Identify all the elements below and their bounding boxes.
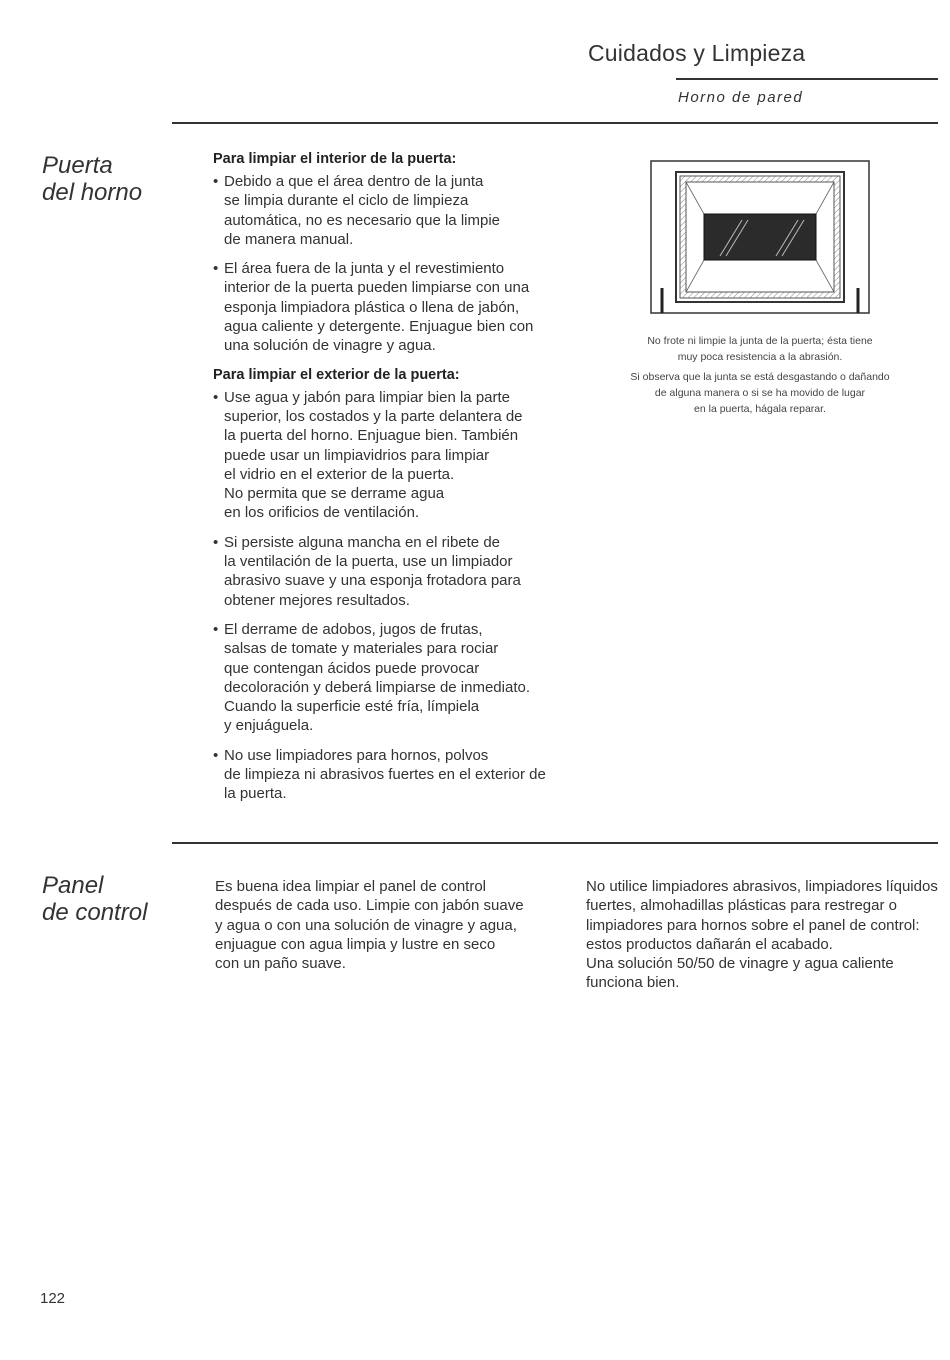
exterior-bullet: • No use limpiadores para hornos, polvos de limpieza ni abrasivos fuertes en el exterior de la puerta. <box>213 746 573 804</box>
section-divider-door <box>172 122 938 124</box>
exterior-bullet: • Use agua y jabón para limpiar bien la parte superior, los costados y la parte delantera de la puerta del horno. Enjuague bien. También puede usar un limpiavidrios para limpiar el vidrio en el exterior de la puerta. No permita que se derrame agua en los orificios de ventilación. <box>213 388 573 523</box>
interior-heading: Para limpiar el interior de la puerta: <box>213 151 457 167</box>
page-number: 122 <box>40 1290 66 1307</box>
illustration-caption-1: No frote ni limpie la junta de la puerta; ésta tiene muy poca resistencia a la abrasión. <box>647 335 873 363</box>
interior-bullet-list <box>213 172 573 356</box>
page-header-subtitle: Horno de pared <box>678 89 804 106</box>
panel-paragraph-right: No utilice limpiadores abrasivos, limpiadores líquidos fuertes, almohadillas plásticas para restregar o limpiadores para hornos sobre el panel de control: estos productos dañarán el acabado. Una solución 50/50 de vinagre y agua caliente funciona bien. <box>586 878 938 992</box>
interior-bullet: • Debido a que el área dentro de la junta se limpia durante el ciclo de limpieza automática, no es necesario que la limpie de manera manual. <box>213 172 573 249</box>
door-cleaning-instructions <box>213 150 573 814</box>
exterior-bullet-list <box>213 388 573 804</box>
exterior-bullet: • El derrame de adobos, jugos de frutas, salsas de tomate y materiales para rociar que contengan ácidos puede provocar decoloración y deberá limpiarse de inmediato. Cuando la superficie esté fría, límpiela y enjuáguela. <box>213 620 573 736</box>
exterior-heading: Para limpiar el exterior de la puerta: <box>213 366 460 383</box>
oven-window <box>704 214 816 260</box>
oven-door-illustration <box>650 160 870 315</box>
section-title-panel: Panel de control <box>42 872 148 926</box>
section-title-door: Puerta del horno <box>42 152 143 206</box>
page-header-title: Cuidados y Limpieza <box>588 40 806 66</box>
section-divider-panel <box>172 842 938 844</box>
header-divider <box>676 78 938 80</box>
illustration-caption-2: Si observa que la junta se está desgastando o dañando de alguna manera o si se ha movido de lugar en la puerta, hágala reparar. <box>630 371 890 415</box>
exterior-bullet: • Si persiste alguna mancha en el ribete de la ventilación de la puerta, use un limpiador abrasivo suave y una esponja frotadora para obtener mejores resultados. <box>213 533 573 610</box>
interior-bullet: • El área fuera de la junta y el revestimiento interior de la puerta pueden limpiarse con una esponja limpiadora plástica o llena de jabón, agua caliente y detergente. Enjuague bien con una solución de vinagre y agua. <box>213 259 573 355</box>
panel-paragraph-left: Es buena idea limpiar el panel de control después de cada uso. Limpie con jabón suave y agua o con una solución de vinagre y agua, enjuague con agua limpia y lustre en seco con un paño suave. <box>215 878 524 973</box>
